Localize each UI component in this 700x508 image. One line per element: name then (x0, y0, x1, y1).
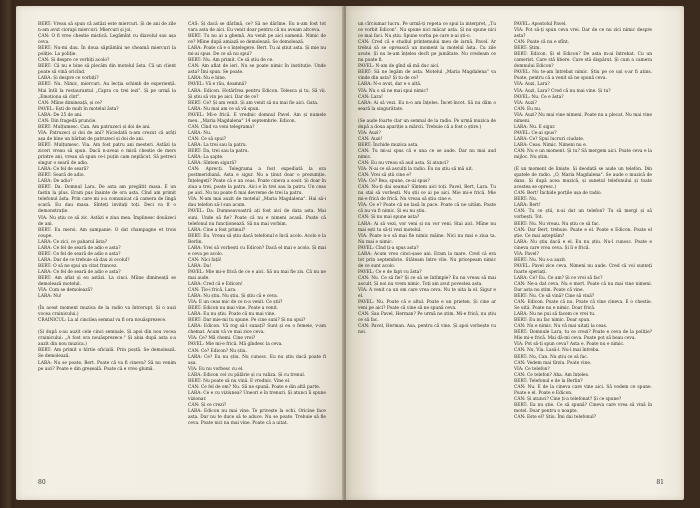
dialogue-line: LARA: Ce? Spui lucruri ciudate. (514, 136, 585, 142)
left-page-column-1 (38, 22, 176, 373)
dialogue-line: CAN: Și nu mai spune asta? (358, 215, 420, 221)
dialogue-line: BERT: O să ne spui un citat francez. (38, 263, 118, 269)
dialogue-line: LARA: Vrei să vorbești cu Edicon? Dacă el mai e acolo. Și mai e ceva pe acolo. (188, 245, 326, 257)
dialogue-line: LARA: Nu! (38, 294, 62, 300)
dialogue-line: BERT: Am primit o hîrtie oficială. Prin poștă. Se demolează. Se demolează. (38, 348, 176, 360)
dialogue-line: BERT: Ce fel de seară de adio e asta? (38, 251, 121, 257)
dialogue-line: VIA: Pot să-ți spun ceva? Asta e. Poate nu e nimic. (514, 342, 625, 348)
dialogue-line: VIA: E un ceas mic de ce n-a venit. Ce știi? (188, 300, 283, 306)
dialogue-line: LARA: Ce fel de seară de adio e asta? (38, 269, 121, 275)
dialogue-line: CAN: Dar Bert, trebuie. Poate e el. Poate e Edicon. Poate el știe. Ce mai așteptăm? (514, 227, 652, 239)
dialogue-line: PAVEL: Ce e de fapt cu ăsta? (358, 269, 422, 275)
dialogue-line: LARA: Cred că e Edicon! (188, 282, 243, 288)
dialogue-line: CAN: Lara! (358, 94, 383, 100)
dialogue-line: BERT: Mulțumesc. Via. Am fost patru ani mesteri. Astăzi la ziceri vreau să spun. Dacă n-aveai o mică chestie de mers printre ani, vreau să spun ce-i puțin cam neplăcut. Să petreci singur o seară de adio. (38, 142, 176, 167)
dialogue-line: PAVEL: Ești de mult în motelul ăsta? (38, 106, 119, 112)
dialogue-line: PAVEL: Nu te-am întrebat nimic. Știu pe ce uși s-ar fi atins. Poate, pentru că a venit să ne spună ceva. (514, 70, 652, 82)
dialogue-line: CAN: Mîine dimineață, și ce? (38, 100, 102, 106)
dialogue-line: CAN: Cred că e studiul printemului meu de iarnă. Pavel. Ar trebui să se oprească un moment la motelul ăsta. Cu zile avute. Și nu le-am înțeles decît pe jumătate. Nu credeam ce nu poate fi. (358, 40, 496, 64)
dialogue-line: CAN: Nu e un moment. Și tu? Să mergem aici. Poate ceva e la mijloc. Nu știm. (514, 148, 652, 161)
dialogue-line: BERT: Nu. Nu s-a auzit. (514, 257, 567, 263)
dialogue-line: VIA: Auzi, Lara? Cred că nu mai vine. Și tu? (514, 88, 611, 94)
dialogue-line: BERT: Edicon. Și el Edicon? De asta m-ai întrebat. Cu un camerist. Care stă libere. Care stă dispărut. Și cum a camera domnului Edicon? (514, 52, 652, 70)
dialogue-line: BERT: Da. Domnul Lara. De asta am pregătit masa. E un fastin la plus. Eram pus înainte de ora asta. Cînd am primit telefonul ăsta. Prin care mi s-a comunicat că camera de lîngă scară. Eu dau masa. Sînteți invitați toți. Deci va fi o demonstrație. (38, 185, 176, 215)
dialogue-line: BERT: Să ne legăm de asta. Motelul „Maria Magdalena" va vinde din asta? Și tu de ce? (358, 70, 496, 82)
dialogue-line: LARA: N-o avut, dar e o altă. (358, 82, 422, 88)
dialogue-line: VIA: Ce e? Poate că ne lasă în pace. Poate că ne uităm. Poate că nu va fi nimic. Și eu nu știu. (358, 203, 496, 215)
dialogue-line: LARA: Bert! (514, 203, 541, 209)
dialogue-line: BERT: Că nu e bine să plecăm din motelul ăsta. Că un client poate să vină oricînd. (38, 64, 176, 76)
dialogue-line: BERT: Telefonul e de la Berlin? (514, 378, 583, 384)
dialogue-line: VIA: Poate n-o să mai fie nimic mâine. Nici nu mai e ziua ta. Nu mai e nimic. (358, 233, 496, 245)
dialogue-line: LARA: Ce e cu viziunea? Uneori e în trenuri. Și atunci îi spune vizionar. (188, 390, 326, 402)
dialogue-line: LARA: Nu. E sigur. (514, 124, 556, 130)
dialogue-line: BERT: Seară de adio. (38, 173, 85, 179)
dialogue-line: LARA: Nu e bine. (188, 76, 227, 82)
dialogue-line: CRAINICUL: La al cincilea semnal va fi ora nouăsprezece. (38, 318, 167, 324)
dialogue-line: LARA: Ce? Eu. Ce am? Și ce vrei să fac? (514, 275, 603, 281)
dialogue-line: BERT: Știm. (514, 46, 541, 52)
dialogue-line: CAN: Cînd va veni telegrama? (188, 124, 255, 130)
dialogue-line: VIA: Auzi? (514, 100, 537, 106)
left-page-column-2 (188, 22, 326, 427)
dialogue-line: CAN: Ce telefon? Aha. Am înțeles. (514, 372, 590, 378)
dialogue-line: CAN: Și ce crezi? (188, 402, 227, 408)
dialogue-line: VIA: Nu știu ce să zic. Astăzi e ziua mea. Împlinesc douăzeci de ani. (38, 215, 176, 227)
dialogue-line: BERT: Nu poate să nu vină. E vrednic. Vine el. (188, 378, 291, 384)
dialogue-line: CAN: Ne-a dat ceva. Nu e mort. Poate că nu mai vine nimeni. Dar asta nu știm. Poate că vine. (514, 281, 652, 294)
dialogue-line: BERT: Ce? Și am venit. Și am venit să nu mai fie aici. Gata. (188, 100, 319, 106)
dialogue-line: LARA: Nu știu. Nu știu. Și știu că e ceva. (188, 294, 279, 300)
dialogue-line: VIA: Ce? Bea, spune, ce-ai spus? (358, 179, 430, 185)
dialogue-line: CAN: Nu-ți dai seama? Sîntem aici toți. Pavel, Bert, Lara. Tu nu stai să vorbești. Nu știi ce ai pe aici. Mie mi-e frică. Mie mi-e frică de frică. Nu vreau să știu cine e. (358, 185, 496, 203)
dialogue-line: CAN: Poate că nu e sfînt. (514, 40, 570, 46)
right-page-column-1 (358, 22, 496, 336)
dialogue-line: CAN: Și despre ce vorbiți acolo? (38, 58, 110, 64)
dialogue-line: VIA: Ce telefon? (514, 366, 550, 372)
dialogue-line: BERT: Dar mie-mi tu spune. Pe cine suni? Și nu spui? (188, 318, 306, 324)
dialogue-line: PAVEL: Mi-e frică. E vrednic domnul Pavel. Am și numele meu. „Maria Magdalena" 14 septembrie. Edicon. (188, 112, 326, 124)
dialogue-line: LARA: Cine a fost primul? (188, 227, 246, 233)
dialogue-line: LARA: Și despre ce vorbiți? (38, 76, 99, 82)
dialogue-line: PAVEL: Cînd ți-a spus asta? (358, 245, 419, 251)
right-page-column-2 (514, 22, 652, 421)
dialogue-line: PAVEL: Ce-ai spus? (514, 130, 557, 136)
dialogue-line: LARA: La trei sau la patru. (188, 142, 248, 148)
dialogue-line: VIA: Pot să-ți spun ceva vrei. Dar de ce nu zici nimic despre asta? (514, 28, 652, 40)
dialogue-line: VIA: Eu nu vorbesc cu el. (188, 366, 244, 372)
dialogue-line: PAVEL: Nu. Poate că e altul. Poate e un prieten. Și cine ar veni pe aici? Poate că vine să ne spună ceva. (358, 300, 496, 312)
dialogue-line: CAN: Auzi! (358, 136, 383, 142)
dialogue-line: CAN: Și atunci? Cine ți-a telefonat? Și ce spune? (514, 396, 622, 402)
dialogue-line: LARA: Nu. (188, 130, 212, 136)
dialogue-line: VIA: N-ai ce să asculți la radio. Eu nu știu să mă uit. (358, 167, 473, 173)
dialogue-line: BERT: Vreau să spun că astăzi este miercuri. Și de ani de zile n-am avut ciorapi miercuri. Miercuri și joi. (38, 22, 176, 34)
dialogue-line: LARA: De adio? (38, 179, 73, 185)
dialogue-line: VIA: Ce? Mă chemi. Cine vrei? (188, 336, 256, 342)
dialogue-line: CAN: Este el? Știu. Îmi dai telefonul? (514, 415, 596, 420)
dialogue-line: CAN: Ce? Edicon? Nu știu. (188, 348, 247, 354)
dialogue-line: LARA: De 25 de ani. (38, 112, 83, 118)
dialogue-line: (Și după s-au auzit cele cinci semnale. Și apoi din nou vocea crainicului: „A fost ora nouăsprezece." Și abia după asta s-a auzit din nou muzica.) (38, 330, 176, 348)
dialogue-line: PAVEL: Mie mi-e frică de ce e aici. Să nu mai fie zis. Că nu ne mai aude. (188, 269, 326, 281)
dialogue-line: CAN: Am aflat de ieri. Nu se poate nimic în instituție. Unde asta? Îmi spun. Se poate. (188, 64, 326, 76)
dialogue-line: BERT: Nu. Ce să vină? Cine să vină? (514, 294, 595, 300)
dialogue-line: LARA: Ce? Eu nu știu. Nu cunosc. Eu nu știu dacă poate fi așa. (188, 354, 326, 366)
left-page (16, 6, 344, 500)
dialogue-line: VIA: Nu o să ne mai spui nimic? (358, 88, 429, 94)
dialogue-line: LARA: Da! (188, 263, 212, 269)
dialogue-line: LARA: Edicon cel cu pălărie și cu valiza. Și cu trenul. (188, 372, 306, 378)
dialogue-line: LARA: Nu se poate, Bert. Poate că va fi cineva? Să nu venim pe aici? Poate e din greșeală. Poate că e vreo glumă. (38, 360, 176, 372)
dialogue-line: BERT: Închide muzica asta. (358, 142, 419, 148)
dialogue-line: BERT: Da, trei sau la patru. (188, 148, 249, 154)
dialogue-line: LARA: Dar de ce trebuie să dau zi ocolul? (38, 257, 130, 263)
dialogue-line: CAN: Tu mi-ai spus că e una ce se aude. Dar nu mai aud nimic. (358, 148, 496, 160)
dialogue-line: BERT: Tu nu ai a ghemă. Au venit pe aici oamenii. Nimic de ce? Mîine după amiază se demolează. Se demolează. (188, 34, 326, 46)
dialogue-line: PAVEL: N-am de gînd să mă duc aici. (358, 64, 440, 70)
dialogue-line: CAN: Vedem mai tîrziu. Poate vine. (514, 360, 592, 366)
dialogue-line: CAN: Bert! Închide porțile ușa de radio. (514, 191, 602, 197)
right-page (346, 6, 684, 500)
dialogue-line: (E un moment de liniște. Și deodată se aude un telefon. Din spatele de radio. „O, Maria Magdalena". Se aude o muzică de dans. Și după acea muzică, și sunetul telefonului și toate acestea se opresc.) (514, 167, 652, 191)
dialogue-line: BERT: Nu. Am primit. Ce să știu de ce. (188, 58, 274, 64)
dialogue-line: CAN: Tu ce știi, n-ai dat un telefon? Tu să mergi și să vorbești. Tot. (514, 209, 652, 221)
dialogue-line: BERT: Nu. (514, 197, 538, 203)
dialogue-line: LARA: Ceas. Nimic. Nimeni nu e. (514, 142, 588, 148)
dialogue-line: BERT: Mulțumesc. Can. Am patruzeci și doi de ani. (38, 124, 151, 130)
dialogue-line: VIA: A venit ca un om care vrea ceva. Nu te uita la el. Sigur e el. (358, 288, 496, 300)
dialogue-line: LARA: Sîntem sigură? (188, 161, 237, 167)
dialogue-line: BERT: Eu mersi. Am șampanie. O dat champagne et trois coupe. (38, 227, 176, 239)
dialogue-line: CAN: Ție-i frică, Lara. (188, 288, 237, 294)
dialogue-line: CAN: Sau Pavel, Herman? Pe urmă ne știm. Mi-e frică, nu știu ce să fac. (358, 312, 496, 324)
dialogue-line: LARA: Edicon. Hotărîrea pentru Edicon. Telesca și tu. Să vii. Și știu să vin pe aici. Dar de ce? (188, 88, 326, 100)
dialogue-line: BERT: Nu. Nu vreau. Nu știu ce să fac. (514, 221, 600, 227)
dialogue-line: VIA: Auzi? (358, 130, 381, 136)
dialogue-line: BERT: Nu, Can. Nu știu ce să fac. (514, 354, 589, 360)
dialogue-line: LARA: Ai să vezi, vor veni și nu vor veni. Stai aici. Mîine nu mai ești tu să-ți vezi motelul. (358, 221, 496, 233)
dialogue-line: CAN: Aprecți. Telegrama a fost expediată la ora postmeridiană. Asta e sigur. Nu a ținut doar o prezumție. Înțelegeți? Poate că e un ceas. Poate cineva a sosit. Și doar în ziua a trei, poate la patru. Aici e în trei sau la patru. Un ceas pe aici. Nu nu poate fi mai devreme de trei la patru. (188, 167, 326, 197)
dialogue-line: LARA: Nu ne pui să facem ce vrei tu. (514, 312, 596, 318)
dialogue-line: LARA: Acum vreo cinci-șase ani. Eram la mare. Cred că era tot prin septembrie. Stăteam între vile. Nu pricepeam nimic de ce sunt acolo. (358, 251, 496, 269)
dialogue-line: VIA: Pavel? (514, 251, 539, 257)
dialogue-line: CAN: O fi vreo chestie mistică. Legămînt cu diavolul sau așa ceva. (38, 34, 176, 46)
dialogue-line: LARA: Nu mai am ce să vă spun. (188, 106, 260, 112)
dialogue-line: CAN: Nu, Via. Lasă-l. Nu-l mai întreba. (514, 348, 600, 354)
dialogue-line: LARA: Ce fel de seară de adio e asta? (38, 245, 121, 251)
dialogue-line: VIA: Patruzeci și doi de ani? Niciodată n-am crezut că arăți așa de bine un bărbat de patruzeci și doi de ani. (38, 130, 176, 142)
dialogue-line: BERT: Eu nu fac nimic. Doar spun. (514, 318, 591, 324)
dialogue-line: PAVEL: Pavel zice ceva. Nimeni nu aude. Cred că voi sunteți foarte speriați. (514, 263, 652, 275)
dialogue-line: LARA: Edicon nu mai vine. Te privește la ochi. Oricine face asta. Dar nu te duce să te aduce. Nu se poate. Trebuie să fie ceva. Poate nici nu mai vine. Poate că a uitat. (188, 409, 326, 427)
dialogue-line: CAN: Nu. E de la cineva care vine aici. Să vedem ce spune. Poate e el. Poate e Edicon. (514, 384, 652, 396)
dialogue-line: VIA: Cum se demolează? (38, 288, 93, 294)
dialogue-line: LARA: Ce zici, ce paharul ăsta? (38, 239, 108, 245)
dialogue-line: BERT: Ea nu știe. Ce să spună? Cineva care vrea să vină în motel. Doar pentru o noapte. (514, 402, 652, 414)
dialogue-line: BERT: Edicon nu mai vine. Poate a venit. (188, 306, 279, 312)
dialogue-line: VIA: N-am mai auzit de motelul „Maria Magdalena". Hai să-i dau telefon să-l sun acum. (188, 197, 326, 209)
dialogue-line: CAN: Eu nu vreau să aud asta. Și atunci? (358, 161, 449, 167)
dialogue-line: CAN: Edicon. Poate că nu. Poate că vine cineva. E o chestie. Se uită. Poate nu e nimic. Doar frică. (514, 300, 652, 312)
dialogue-line: BERT: Domnule Lara, tu ce crezi? Poate e ceva de la poliție? Mie mi-e frică. Mai dă-mi ceva. Poate pot să beau ceva. (514, 330, 652, 342)
dialogue-line: un cîrciumar lucru. Pe urmă-ți repeta ce spui la interpret, „Tu ce vorbit Edicon". Nu spune nici măcar asta. Și nu spune nici ce mai faci. Nu știu. Spune vorba pe care n-ai ști-o. (358, 22, 496, 40)
dialogue-line: BERT: Nu-mi dau. În doua săptămîni ne cheamă miercuri la poliție. La poliție. (38, 46, 176, 58)
dialogue-line: VIA: Auzi, Lara? (514, 82, 550, 88)
dialogue-line: CAN: Din fragedă pruncie. (38, 118, 97, 124)
dialogue-line: PAVEL: Da. Dumneavoastră ați fost aici de data asta. Mai suni. Unde să fie? Poate că nu e nimeni acasă. Poate că telefonul nu funcționează. Să nu mai vorbim. (188, 209, 326, 227)
dialogue-line: VIA: Auzi? Nu mai vine nimeni. Poate nu a plecat. Nu mai vine nimeni. (514, 112, 652, 124)
dialogue-line: LARA: Ce fel de seară? (38, 167, 89, 173)
dialogue-line: LARA: Ai să vezi. Eu n-o am înțeles. Încet-încet. Să nu dăm o seară la singurătate. (358, 100, 496, 112)
dialogue-line: LARA: La șapte. (188, 155, 224, 161)
dialogue-line: PAVEL: Vă e rău, doamnă? (188, 82, 247, 88)
dialogue-line: CAN: Pavel, Herman. Asa, pentru că vine. Și apoi vorbește cu noi. (358, 324, 496, 336)
dialogue-line: LARA: Nu știu dacă e el. Eu nu știu. Nu-l cunosc. Poate e cineva care vrea ceva. Și îi e frică. (514, 239, 652, 251)
dialogue-line: CAN: Ce să spui? (188, 136, 226, 142)
dialogue-line: BERT: Nu. Nimic, miercuri. Au lecția schimb de experiență. Mai întîi la restaurantul „Capra cu trei iezi". Și pe urmă la „Emoționa să cînt". (38, 82, 176, 100)
left-page-number: 80 (38, 479, 46, 486)
dialogue-line: CAN: Nu. Ce să fie? Și ce să se întîmple? Eu nu vreau să mai ascult. Și noi nu vrem nimic. Toți am avut povestea asta. (358, 275, 496, 287)
dialogue-line: (Se aude foarte clar un semnal de la radio. Pe urmă muzica de după a doua apariție a mărcii. Trebuie că a fost o știre.) (358, 118, 496, 130)
right-page-number: 81 (656, 479, 664, 486)
dialogue-line: BERT: Am aflat și eu astăzi. La cinci. Mîine dimineață se demolează motelul. (38, 275, 176, 288)
dialogue-line: LARA: Edicon. Vă rog să-l sunați? Sunt și eu o femeie, v-am chemat. Acum vă ve mai zice ceva. (188, 324, 326, 336)
dialogue-line: PAVEL: Apostolul Pavel. (514, 22, 567, 27)
dialogue-line: CAS: Și dacă se dărîmă, ce? Să ne dărîme. Eu n-am fost tot vara asta de aici. Eu venit doar pentru că nu aveam altceva. (188, 22, 326, 34)
dialogue-line: PAVEL: Nu. Ce e ăsta? (514, 94, 564, 100)
dialogue-line: LARA: Poate că e o înțelegere. Bert. Tu ai știut asta. Și mie nu mi-ai spus. De ce să nu spui? (188, 46, 326, 58)
dialogue-line: CAN: Nu e nimic. Nu vă mai uitați la ceas. (514, 324, 608, 330)
dialogue-line: (În acest moment muzica de la radio va întrerupt. Și o auzi vocea crainicului.) (38, 306, 176, 318)
dialogue-line: LARA: Eu nu știu. Poate că nu mai vine. (188, 312, 276, 318)
dialogue-line: CAN: Ce fel de om? Nu. Să ne spună. Poate e din altă parte. (188, 384, 321, 390)
dialogue-line: PAVEL: Mie mi-e frică. Mă gîndesc la ceva. (188, 342, 283, 348)
dialogue-line: CAN: Eu nu. (514, 106, 542, 112)
dialogue-line: CAN: Vrei să știi cine e? (358, 173, 412, 179)
dialogue-line: CAN: Nici față! (188, 257, 222, 263)
dialogue-line: BERT: Eu. Vreau să știu dacă telefonul e încă acolo. Acolo e la Berlin. (188, 233, 326, 245)
